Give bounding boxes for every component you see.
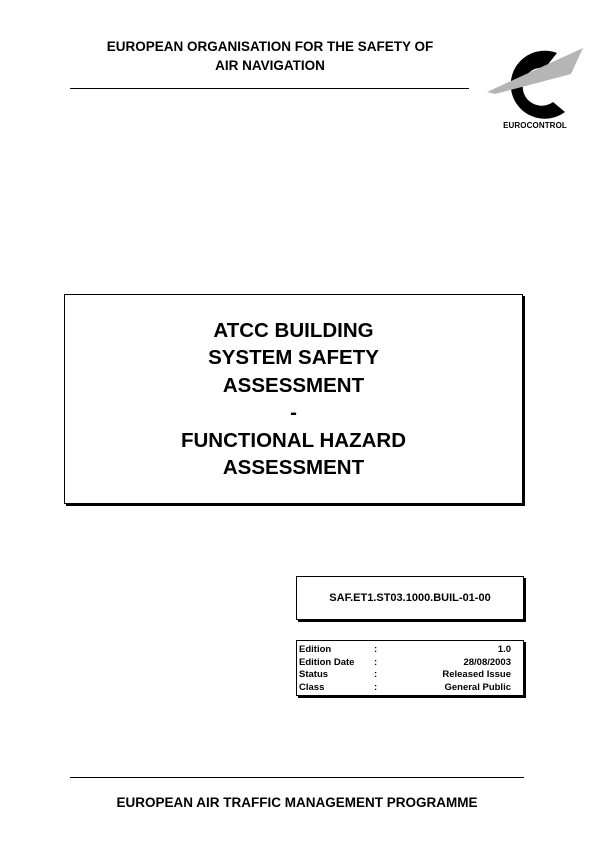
- title-line: ATCC BUILDING: [213, 318, 374, 342]
- organisation-title: [60, 37, 480, 75]
- class-label: Class: [299, 681, 325, 693]
- edition-row: [299, 644, 511, 657]
- document-reference: SAF.ET1.ST03.1000.BUIL-01-00: [329, 592, 491, 604]
- title-line: FUNCTIONAL HAZARD: [180, 428, 407, 452]
- edition-date-label: Edition Date: [299, 656, 355, 668]
- title-line: -: [290, 401, 297, 424]
- edition-table: [296, 640, 524, 696]
- edition-label: Edition: [299, 644, 332, 655]
- title-line: SYSTEM SAFETY: [208, 346, 379, 369]
- document-reference-box: [296, 576, 524, 620]
- title-line: ASSESSMENT: [222, 456, 365, 479]
- logo-wordmark: EUROCONTROL: [503, 121, 567, 130]
- edition-date-row: [299, 657, 511, 670]
- status-label: Status: [299, 669, 329, 680]
- organisation-line-2: AIR NAVIGATION: [215, 58, 325, 73]
- status-colon: :: [374, 669, 378, 680]
- document-title-box: [64, 294, 523, 504]
- programme-title: EUROPEAN AIR TRAFFIC MANAGEMENT PROGRAMME: [116, 795, 478, 810]
- class-row: [299, 682, 511, 695]
- status-row: [299, 669, 511, 682]
- edition-colon: :: [374, 644, 378, 655]
- class-colon: :: [374, 681, 378, 693]
- edition-date-value: 28/08/2003: [463, 656, 511, 668]
- title-line: ASSESSMENT: [222, 373, 365, 397]
- footer-divider: [70, 777, 524, 778]
- edition-date-colon: :: [374, 656, 378, 668]
- header-divider: [70, 88, 469, 89]
- edition-value: 1.0: [497, 644, 511, 655]
- status-value: Released Issue: [442, 669, 511, 680]
- organisation-line-1: EUROPEAN ORGANISATION FOR THE SAFETY OF: [106, 39, 434, 54]
- class-value: General Public: [444, 681, 511, 693]
